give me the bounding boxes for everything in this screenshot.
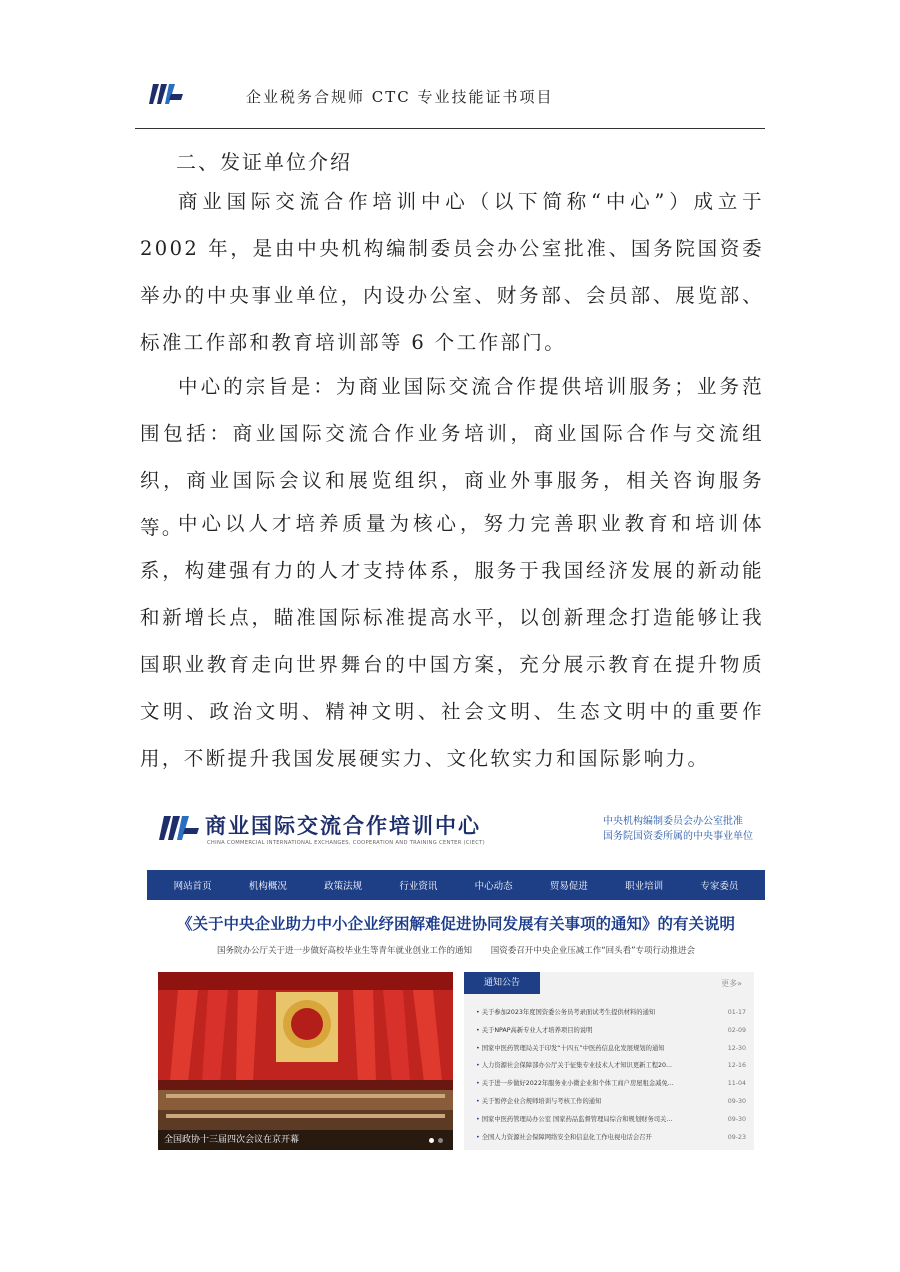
- paragraph-intro: 商业国际交流合作培训中心（以下简称“中心”）成立于 2002 年，是由中央机构编制委员会办公室批准、国务院国资委举办的中央事业单位，内设办公室、财务部、会员部、展览部、标准工作部和教育培训部等 6 个工作部门。: [140, 190, 764, 354]
- document-header-title: 企业税务合规师 CTC 专业技能证书项目: [246, 88, 554, 106]
- site-nav-bar: [147, 870, 765, 900]
- nav-item-about[interactable]: 机构概况: [248, 881, 287, 892]
- list-item[interactable]: [476, 1075, 746, 1093]
- notice-tab[interactable]: 通知公告: [464, 972, 540, 994]
- carousel-dot[interactable]: [438, 1138, 443, 1143]
- notice-date: 11-04: [727, 1080, 746, 1088]
- cict-logo-icon: [149, 80, 183, 108]
- notice-title: • 关于参加2023年度国资委公务员考录面试考生提供材料的通知: [476, 1004, 708, 1022]
- notice-date: 01-17: [727, 1009, 746, 1016]
- notice-title: • 关于暂停企业合规师培训与考核工作的通知: [476, 1093, 708, 1111]
- page-header: [135, 70, 765, 129]
- list-item[interactable]: [476, 1022, 746, 1040]
- nav-item-industry-news[interactable]: 行业资讯: [399, 881, 438, 892]
- news-photo[interactable]: [158, 972, 453, 1150]
- notice-date: 09-23: [727, 1133, 746, 1141]
- carousel-dots[interactable]: [429, 1138, 443, 1143]
- nav-item-policy[interactable]: 政策法规: [324, 881, 363, 892]
- notice-more-link[interactable]: 更多»: [721, 979, 742, 988]
- website-screenshot: [147, 798, 765, 1158]
- notice-title: • 关于NPAP高新专业人才培养项目的说明: [476, 1022, 708, 1040]
- list-item[interactable]: [476, 1004, 746, 1022]
- headline-link[interactable]: 《关于中央企业助力中小企业纾困解难促进协同发展有关事项的通知》的有关说明: [176, 915, 735, 933]
- notice-title: • 全国人力资源社会保障网络安全和信息化工作电视电话会召开: [476, 1129, 708, 1147]
- nav-item-home[interactable]: 网站首页: [173, 881, 212, 892]
- list-item[interactable]: [476, 1093, 746, 1111]
- site-name-en: CHINA COMMERCIAL INTERNATIONAL EXCHANGES, COOPERATION AND TRAINING CENTER (CIECT): [207, 840, 485, 846]
- site-slogan: [603, 814, 753, 844]
- paragraph-vision: 中心以人才培养质量为核心，努力完善职业教育和培训体系，构建强有力的人才支持体系，服务于我国经济发展的新动能和新增长点，瞄准国际标准提高水平，以创新理念打造能够让我国职业教育走向世界舞台的中国方案，充分展示教育在提升物质文明、政治文明、精神文明、社会文明、生态文明中的重要作用，不断提升我国发展硬实力、文化软实力和国际影响力。: [140, 512, 764, 770]
- notice-date: 12-30: [727, 1044, 746, 1052]
- list-item[interactable]: [476, 1057, 746, 1075]
- notice-date: 09-30: [727, 1115, 746, 1123]
- photo-caption: 全国政协十三届四次会议在京开幕: [158, 1130, 453, 1150]
- sub-link-2[interactable]: 国资委召开中央企业压减工作“回头看”专项行动推进会: [490, 946, 696, 956]
- notice-date: 09-30: [727, 1097, 746, 1105]
- notice-panel: [464, 972, 754, 1150]
- notice-title: • 国家中医药管理局关于印发“十四五”中医药信息化发展规划的通知: [476, 1040, 708, 1058]
- notice-date: 12-16: [727, 1062, 746, 1070]
- list-item[interactable]: [476, 1111, 746, 1129]
- nav-item-center-news[interactable]: 中心动态: [474, 881, 513, 892]
- notice-title: • 国家中医药管理局办公室 国家药品监督管理局综合和规划财务司关...: [476, 1111, 708, 1129]
- section-heading: 二、发证单位介绍: [176, 150, 352, 174]
- paragraph-mission: 中心的宗旨是：为商业国际交流合作提供培训服务；业务范围包括：商业国际交流合作业务培训，商业国际合作与交流组织，商业国际会议和展览组织，商业外事服务，相关咨询服务等。: [140, 375, 764, 539]
- notice-title: • 关于进一步做好2022年服务业小微企业和个体工商户房屋租金减免...: [476, 1075, 708, 1093]
- notice-title: • 人力资源社会保障部办公厅关于征集专业技术人才知识更新工程20...: [476, 1057, 708, 1075]
- nav-item-training[interactable]: 职业培训: [625, 881, 664, 892]
- nav-item-trade[interactable]: 贸易促进: [549, 881, 588, 892]
- site-logo-icon: [159, 812, 199, 844]
- slogan-line-1: 中央机构编制委员会办公室批准: [603, 816, 743, 827]
- list-item[interactable]: [476, 1129, 746, 1147]
- site-name: 商业国际交流合作培训中心: [205, 813, 481, 838]
- notice-list: [476, 1004, 746, 1146]
- carousel-dot-active[interactable]: [429, 1138, 434, 1143]
- conference-hall-image: [158, 972, 453, 1150]
- notice-date: 02-09: [727, 1026, 746, 1034]
- list-item[interactable]: [476, 1040, 746, 1058]
- sub-links: [147, 944, 765, 956]
- nav-item-experts[interactable]: 专家委员: [700, 881, 739, 892]
- sub-link-1[interactable]: 国务院办公厅关于进一步做好高校毕业生等青年就业创业工作的通知: [216, 946, 472, 956]
- slogan-line-2: 国务院国资委所属的中央事业单位: [603, 831, 753, 842]
